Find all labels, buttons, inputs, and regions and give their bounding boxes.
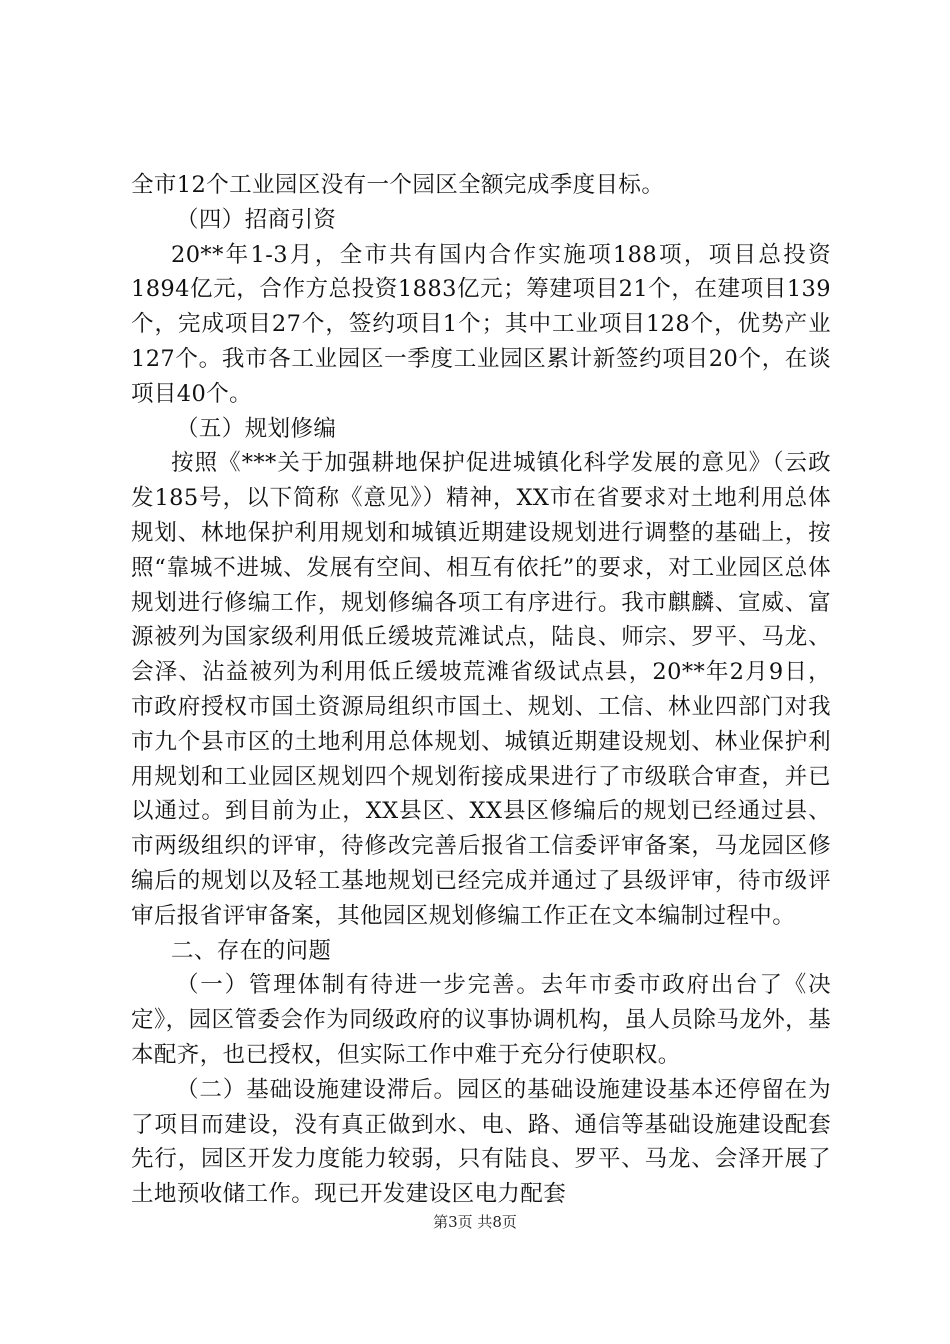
paragraph-problem-2: （二）基础设施建设滞后。园区的基础设施建设基本还停留在为了项目而建设，没有真正做到水、电、路、通信等基础设施建设配套先行，园区开发力度能力较弱，只有陆良、罗平、马龙、会泽开展了土地预收储工作。现已开发建设区电力配套 [131,1076,831,1208]
heading-problems: 二、存在的问题 [171,937,332,964]
document-body [131,168,831,1212]
paragraph-continuation: 全市12个工业园区没有一个园区全额完成季度目标。 [131,172,665,198]
heading-investment: （四）招商引资 [176,206,337,233]
page-number-footer: 第3页 共8页 [433,1213,517,1231]
paragraph-investment: 20**年1-3月，全市共有国内合作实施项188项，项目总投资1894亿元，合作方总投资1883亿元；筹建项目21个，在建项目139个，完成项目27个，签约项目1个；其中工业项目128个，优势产业127个。我市各工业园区一季度工业园区累计新签约项目20个，在谈项目40个。 [131,241,831,407]
paragraph-planning: 按照《***关于加强耕地保护促进城镇化科学发展的意见》（云政发185号，以下简称《意见》）精神，XX市在省要求对土地利用总体规划、林地保护利用规划和城镇近期建设规划进行调整的基础上，按照“靠城不进城、发展有空间、相互有依托”的要求，对工业园区总体规划进行修编工作，规划修编各项工有序进行。我市麒麟、宣威、富源被列为国家级利用低丘缓坡荒滩试点，陆良、师宗、罗平、马龙、会泽、沾益被列为利用低丘缓坡荒滩省级试点县，20**年2月9日，市政府授权市国土资源局组织市国土、规划、工信、林业四部门对我市九个县市区的土地利用总体规划、城镇近期建设规划、林业保护利用规划和工业园区规划四个规划衔接成果进行了市级联合审查，并已以通过。到目前为止，XX县区、XX县区修编后的规划已经通过县、市两级组织的评审，待修改完善后报省工信委评审备案，马龙园区修编后的规划以及轻工基地规划已经完成并通过了县级评审，待市级评审后报省评审备案，其他园区规划修编工作正在文本编制过程中。 [131,450,831,929]
paragraph-problem-1: （一）管理体制有待进一步完善。去年市委市政府出台了《决定》，园区管委会作为同级政府的议事协调机构，虽人员除马龙外，基本配齐，也已授权，但实际工作中难于充分行使职权。 [131,972,831,1068]
heading-planning: （五）规划修编 [176,415,337,442]
